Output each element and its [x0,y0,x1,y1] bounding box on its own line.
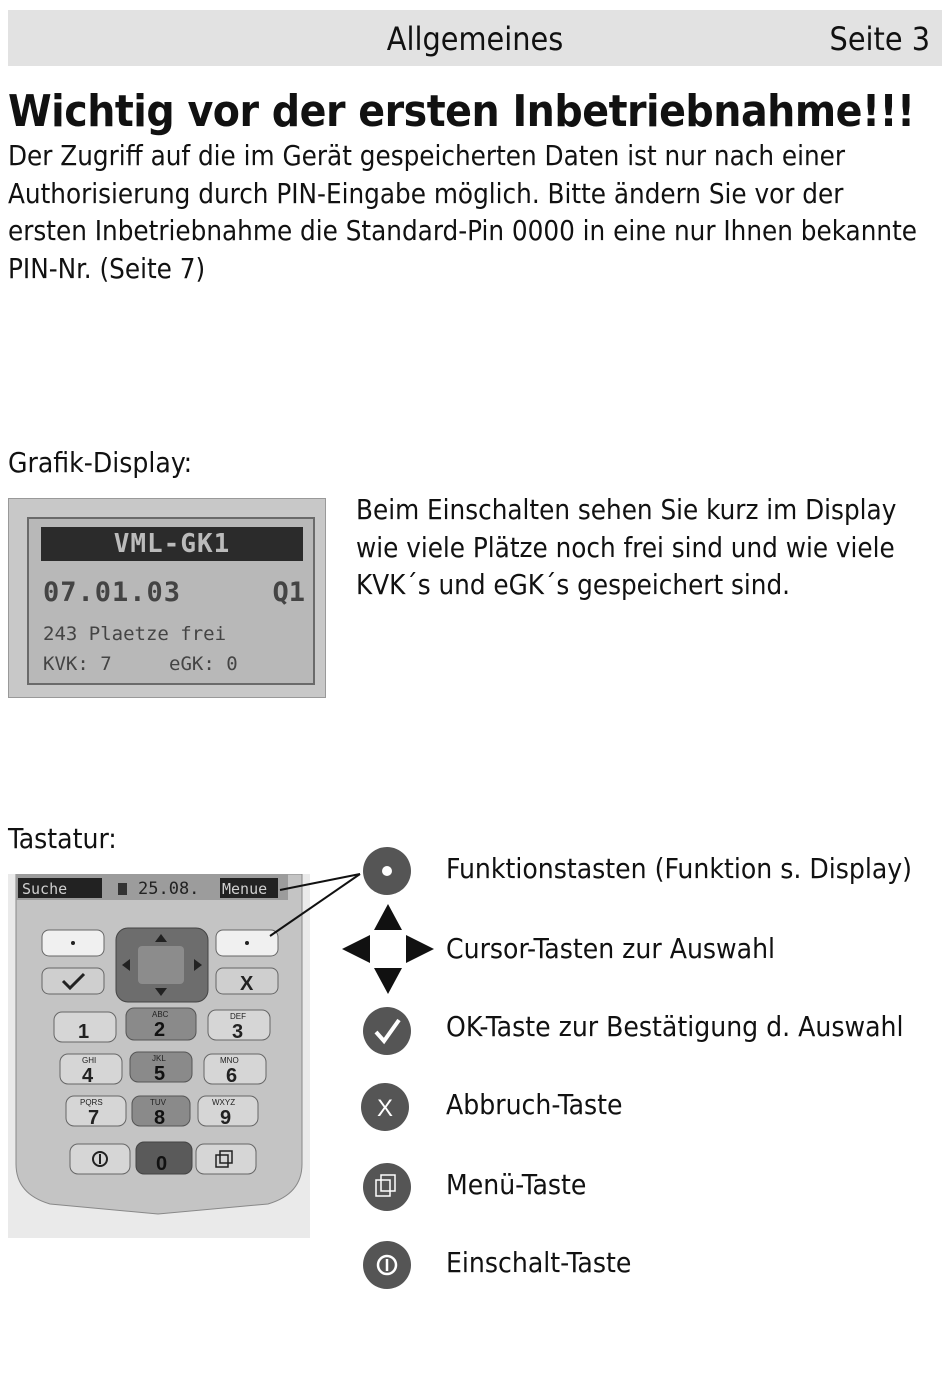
legend-ok-key: OK-Taste zur Bestätigung d. Auswahl [446,1010,904,1043]
cancel-x-icon [360,1082,410,1132]
description-line: wie viele Plätze noch frei sind und wie viele [356,531,895,564]
key-9-label: 9 [220,1107,232,1129]
lcd-quarter: Q1 [272,577,305,608]
cancel-key-label: X [240,973,254,995]
description-line: Beim Einschalten sehen Sie kurz im Display [356,494,897,526]
lcd-screen [27,517,315,685]
key-2-label: 2 [154,1019,166,1041]
key-5-label: 5 [154,1063,166,1085]
key-6-letters: MNO [220,1056,239,1065]
warning-line: PIN-Nr. (Seite 7) [8,252,206,285]
lcd-display-photo [8,498,326,698]
keyboard-label: Tastatur: [8,822,117,855]
page-header [8,10,942,66]
warning-line: Authorisierung durch PIN-Eingabe möglich. Bitte ändern Sie vor der [8,177,844,210]
lcd-kvk-count: KVK: 7 [43,653,112,675]
warning-line: Der Zugriff auf die im Gerät gespeicherten Daten ist nur nach einer [8,140,846,172]
ok-check-icon [362,1006,412,1056]
legend-menu-key: Menü-Taste [446,1168,587,1201]
cursor-keys-icon [342,904,434,994]
section-title: Allgemeines [386,20,564,58]
screen-menu-label: Menue [222,880,268,898]
lcd-date: 07.01.03 [43,577,182,608]
display-label: Grafik-Display: [8,446,193,479]
cancel-x-glyph: X [376,1095,394,1122]
key-8-letters: TUV [150,1098,166,1107]
display-description [356,492,936,605]
key-7-letters: PQRS [80,1098,103,1107]
ok-key[interactable] [42,968,104,994]
menu-key-icon [362,1162,412,1212]
key-5-letters: JKL [152,1054,166,1063]
warning-text [8,138,944,288]
key-7-label: 7 [88,1107,100,1129]
legend-function-keys: Funktionstasten (Funktion s. Display) [446,852,913,885]
key-2-letters: ABC [152,1010,169,1019]
key-9-letters: WXYZ [212,1098,236,1107]
legend-power-key: Einschalt-Taste [446,1246,632,1279]
lcd-title: VML-GK1 [41,527,303,561]
warning-heading: Wichtig vor der ersten Inbetriebnahme!!! [8,86,915,137]
key-4-label: 4 [82,1065,94,1087]
key-3-label: 3 [232,1021,244,1043]
page-number: Seite 3 [829,20,930,58]
lcd-egk-count: eGK: 0 [169,653,238,675]
legend-abort-key: Abbruch-Taste [446,1088,623,1121]
key-1-label: 1 [78,1021,90,1043]
description-line: KVK´s und eGK´s gespeichert sind. [356,569,791,601]
key-8-label: 8 [154,1107,166,1129]
key-4-letters: GHI [82,1056,97,1065]
lcd-free-slots: 243 Plaetze frei [43,623,227,645]
screen-search-label: Suche [22,880,68,898]
function-key-icon [362,846,412,896]
menu-key[interactable] [196,1144,256,1174]
warning-line: ersten Inbetriebnahme die Standard-Pin 0000 in eine nur Ihnen bekannte [8,215,918,247]
key-6-label: 6 [226,1065,238,1087]
screen-date: 25.08. [138,879,200,899]
power-key-icon [362,1240,412,1290]
legend-cursor-keys: Cursor-Tasten zur Auswahl [446,932,776,965]
key-0-label: 0 [156,1153,168,1175]
key-3-letters: DEF [230,1012,246,1021]
